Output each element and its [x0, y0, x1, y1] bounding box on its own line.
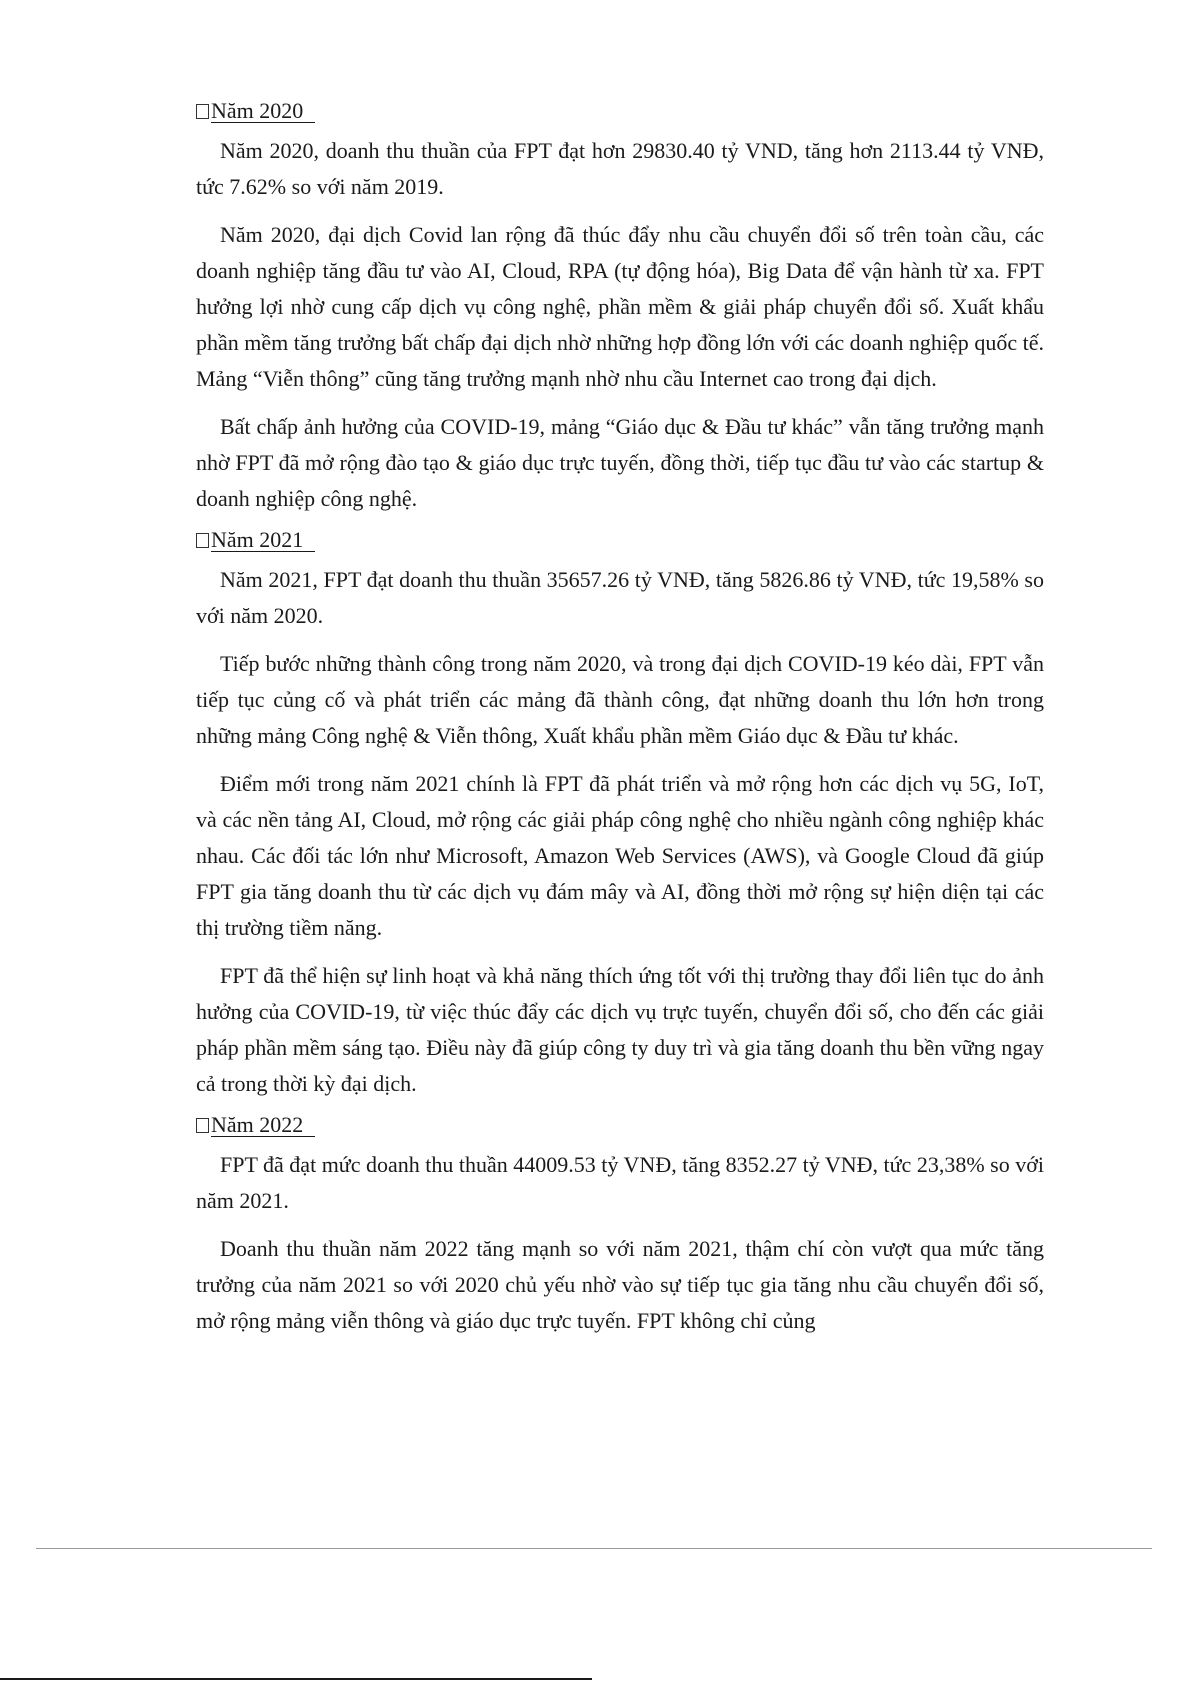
- page-bottom-divider: [36, 1548, 1152, 1549]
- paragraph: Năm 2021, FPT đạt doanh thu thuần 35657.26 tỷ VNĐ, tăng 5826.86 tỷ VNĐ, tức 19,58% so với năm 2020.: [196, 567, 1044, 628]
- checkbox-glyph-icon: [196, 1118, 209, 1133]
- footnote-divider: [0, 1678, 592, 1680]
- paragraph: Doanh thu thuần năm 2022 tăng mạnh so với năm 2021, thậm chí còn vượt qua mức tăng trưởng của năm 2021 so với 2020 chủ yếu nhờ vào sự tiếp tục gia tăng nhu cầu chuyển đổi số, mở rộng mảng viễn thông và giáo dục trực tuyến. FPT không chỉ củng: [196, 1236, 1044, 1333]
- paragraph: Tiếp bước những thành công trong năm 2020, và trong đại dịch COVID-19 kéo dài, FPT vẫn tiếp tục củng cố và phát triển các mảng đã thành công, đạt những doanh thu lớn hơn trong những mảng Công nghệ & Viễn thông, Xuất khẩu phần mềm Giáo dục & Đầu tư khác.: [196, 651, 1044, 748]
- section-heading-text: Năm 2022: [211, 1114, 315, 1137]
- paragraph: Năm 2020, đại dịch Covid lan rộng đã thúc đẩy nhu cầu chuyển đổi số trên toàn cầu, các doanh nghiệp tăng đầu tư vào AI, Cloud, RPA (tự động hóa), Big Data để vận hành từ xa. FPT hưởng lợi nhờ cung cấp dịch vụ công nghệ, phần mềm & giải pháp chuyển đổi số. Xuất khẩu phần mềm tăng trưởng bất chấp đại dịch nhờ những hợp đồng lớn với các doanh nghiệp quốc tế. Mảng “Viễn thông” cũng tăng trưởng mạnh nhờ nhu cầu Internet cao trong đại dịch.: [196, 222, 1044, 391]
- document-body: [196, 100, 1044, 1351]
- paragraph: Bất chấp ảnh hưởng của COVID-19, mảng “Giáo dục & Đầu tư khác” vẫn tăng trưởng mạnh nhờ FPT đã mở rộng đào tạo & giáo dục trực tuyến, đồng thời, tiếp tục đầu tư vào các startup & doanh nghiệp công nghệ.: [196, 414, 1044, 511]
- section-heading-text: Năm 2020: [211, 100, 315, 123]
- section-heading-2021: [196, 529, 1044, 552]
- paragraph: Điểm mới trong năm 2021 chính là FPT đã phát triển và mở rộng hơn các dịch vụ 5G, IoT, và các nền tảng AI, Cloud, mở rộng các giải pháp công nghệ cho nhiều ngành công nghiệp khác nhau. Các đối tác lớn như Microsoft, Amazon Web Services (AWS), và Google Cloud đã giúp FPT gia tăng doanh thu từ các dịch vụ đám mây và AI, đồng thời mở rộng sự hiện diện tại các thị trường tiềm năng.: [196, 771, 1044, 940]
- paragraph: FPT đã thể hiện sự linh hoạt và khả năng thích ứng tốt với thị trường thay đổi liên tục do ảnh hưởng của COVID-19, từ việc thúc đẩy các dịch vụ trực tuyến, chuyển đổi số, cho đến các giải pháp phần mềm sáng tạo. Điều này đã giúp công ty duy trì và gia tăng doanh thu bền vững ngay cả trong thời kỳ đại dịch.: [196, 963, 1044, 1096]
- checkbox-glyph-icon: [196, 104, 209, 119]
- paragraph: Năm 2020, doanh thu thuần của FPT đạt hơn 29830.40 tỷ VND, tăng hơn 2113.44 tỷ VNĐ, tức 7.62% so với năm 2019.: [196, 138, 1044, 199]
- section-heading-text: Năm 2021: [211, 529, 315, 552]
- section-heading-2022: [196, 1114, 1044, 1137]
- checkbox-glyph-icon: [196, 533, 209, 548]
- paragraph: FPT đã đạt mức doanh thu thuần 44009.53 tỷ VNĐ, tăng 8352.27 tỷ VNĐ, tức 23,38% so với năm 2021.: [196, 1152, 1044, 1213]
- section-heading-2020: [196, 100, 1044, 123]
